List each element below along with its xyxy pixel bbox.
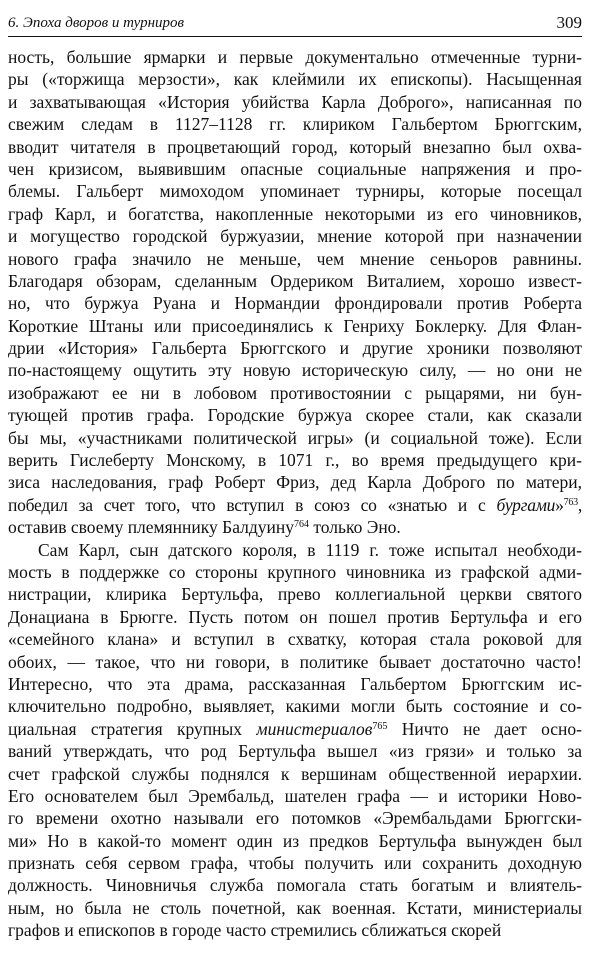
- text-line: [8, 807, 582, 829]
- text-run: изображают ее ни в лобовом противостоянии с рыцарями, ни бун-: [8, 382, 582, 403]
- footnote-ref: 764: [294, 519, 309, 531]
- text-run: Благодаря обзорам, сделанным Ордериком Виталием, хорошо извест-: [8, 270, 582, 291]
- paragraph: [8, 46, 582, 539]
- text-run: »: [555, 494, 564, 515]
- italic-term: министериалов: [256, 718, 373, 739]
- text-line: [8, 606, 582, 628]
- text-run: го времени охотно называли его потомков «Эрембальдами Брюггски-: [8, 808, 582, 829]
- text-run: Его основателем был Эрембальд, шателен графа — и историки Ново-: [8, 785, 582, 806]
- text-run: мость в поддержке со стороны крупного чиновника из графской адми-: [8, 561, 582, 582]
- page-number: 309: [556, 13, 582, 32]
- text-line: [8, 651, 582, 673]
- text-run: циальная стратегия крупных: [8, 718, 257, 739]
- text-line: [8, 404, 582, 426]
- text-run: дрии «История» Гальберта Брюггского и другие хроники позволяют: [8, 338, 582, 359]
- text-run: Донациана в Брюгге. Пусть потом он пошел против Бертульфа и его: [8, 606, 582, 627]
- text-line: [8, 225, 582, 247]
- text-line: [8, 740, 582, 762]
- text-line: [8, 583, 582, 605]
- italic-term: бургами: [496, 494, 556, 515]
- text-line: [8, 830, 582, 852]
- text-run: нистрации, клирика Бертульфа, прево коллегиальной церкви святого: [8, 584, 582, 605]
- paragraph: [8, 539, 582, 942]
- text-run: тующей против графа. Городские буржуа скорее стали, как сказали: [8, 405, 582, 426]
- text-line: [8, 337, 582, 359]
- text-line: [8, 539, 582, 561]
- page-body: [8, 46, 582, 942]
- text-line: [8, 897, 582, 919]
- text-line: [8, 494, 582, 516]
- text-line: [8, 561, 582, 583]
- text-line: [8, 292, 582, 314]
- text-run: ключительно подробно, выявляет, какими могли быть состояние и со-: [8, 696, 582, 717]
- text-line: [8, 763, 582, 785]
- text-run: «семейного клана» и вступил в схватку, которая стала роковой для: [8, 629, 582, 650]
- text-run: Интересно, что эта драма, рассказанная Гальбертом Брюггским ис-: [8, 673, 582, 694]
- text-line: [8, 516, 582, 538]
- text-line: [8, 673, 582, 695]
- text-line: [8, 427, 582, 449]
- text-run: победил за счет того, что вступил в союз со «знатью и с: [8, 494, 497, 515]
- text-run: бы мы, «участниками политической игры» (и социальной тоже). Если: [8, 427, 582, 448]
- text-line: [8, 136, 582, 158]
- text-run: только Эно.: [309, 517, 401, 538]
- text-line: [8, 315, 582, 337]
- text-run: графов и епископов в городе часто стремились сближаться скорей: [8, 920, 502, 941]
- footnote-ref: 765: [372, 720, 388, 732]
- text-line: [8, 471, 582, 493]
- text-run: ми» Но в какой-то момент один из предков Бертульфа вынужден был: [8, 830, 582, 851]
- text-line: [8, 46, 582, 68]
- running-title: 6. Эпоха дворов и турниров: [8, 15, 185, 31]
- text-run: по-настоящему ощутить эту новую историческую силу, — но они не: [8, 360, 582, 381]
- text-line: [8, 628, 582, 650]
- text-run: вводит читателя в процветающий город, который внезапно был охва-: [8, 136, 582, 157]
- text-run: чен кризисом, выявившим опасные социальные напряжения и про-: [8, 158, 582, 179]
- text-line: [8, 248, 582, 270]
- text-run: ность, большие ярмарки и первые документально отмеченные турни-: [8, 47, 582, 67]
- text-line: [8, 203, 582, 225]
- text-run: Ничто не дает осно-: [387, 718, 582, 739]
- text-line: [8, 68, 582, 90]
- text-run: ваний утверждать, что род Бертульфа вышел «из грязи» и только за: [8, 741, 582, 762]
- text-line: [8, 695, 582, 717]
- text-run: и захватывающая «История убийства Карла Доброго», написанная по: [8, 91, 582, 112]
- text-line: [8, 359, 582, 381]
- text-run: должность. Чиновничья служба помогала стать богатым и влиятель-: [8, 875, 582, 896]
- text-run: верить Гислеберту Монскому, в 1071 г., во время предыдущего кри-: [8, 450, 582, 471]
- text-run: ,: [577, 494, 582, 515]
- text-run: нового графа значило не меньше, чем мнение сеньоров равнины.: [8, 248, 582, 269]
- text-run: ры («торжища мерзости», как клеймили их епископы). Насыщенная: [8, 69, 582, 90]
- text-line: [8, 449, 582, 471]
- text-run: ным, но была не столь почетной, как военная. Кстати, министериалы: [8, 897, 582, 918]
- text-run: Сам Карл, сын датского короля, в 1119 г. тоже испытал необходи-: [38, 539, 582, 560]
- text-run: счет графской службы поднялся к вершинам общественной иерархии.: [8, 763, 582, 784]
- text-run: оставив своему племяннику Балдуину: [8, 517, 294, 538]
- text-line: [8, 113, 582, 135]
- text-line: [8, 270, 582, 292]
- text-line: [8, 382, 582, 404]
- text-line: [8, 91, 582, 113]
- text-line: [8, 874, 582, 896]
- text-run: зиса наследования, граф Роберт Фриз, дед Карла Доброго по матери,: [8, 472, 582, 493]
- text-line: [8, 785, 582, 807]
- text-run: но, что буржуа Руана и Нормандии фрондировали против Роберта: [8, 293, 582, 314]
- text-run: граф Карл, и богатства, накопленные некоторыми из его чиновников,: [8, 203, 582, 224]
- text-line: [8, 718, 582, 740]
- text-run: признать себя сервом графа, чтобы получить или сохранить доходную: [8, 853, 582, 874]
- footnote-ref: 763: [563, 496, 578, 508]
- text-run: свежим следам в 1127–1128 гг. клириком Гальбертом Брюггским,: [8, 114, 582, 135]
- text-run: и могущество городской буржуазии, мнение которой при назначении: [8, 226, 582, 247]
- running-header: [8, 12, 582, 37]
- text-run: блемы. Гальберт мимоходом упоминает турниры, которые посещал: [8, 181, 582, 202]
- text-run: Короткие Штаны или присоединялись к Генриху Боклерку. Для Флан-: [8, 315, 582, 336]
- text-line: [8, 852, 582, 874]
- text-line: [8, 180, 582, 202]
- text-line: [8, 158, 582, 180]
- text-run: обоих, — такое, что ни говори, в политике бывает достаточно часто!: [8, 651, 582, 672]
- text-line: [8, 919, 582, 941]
